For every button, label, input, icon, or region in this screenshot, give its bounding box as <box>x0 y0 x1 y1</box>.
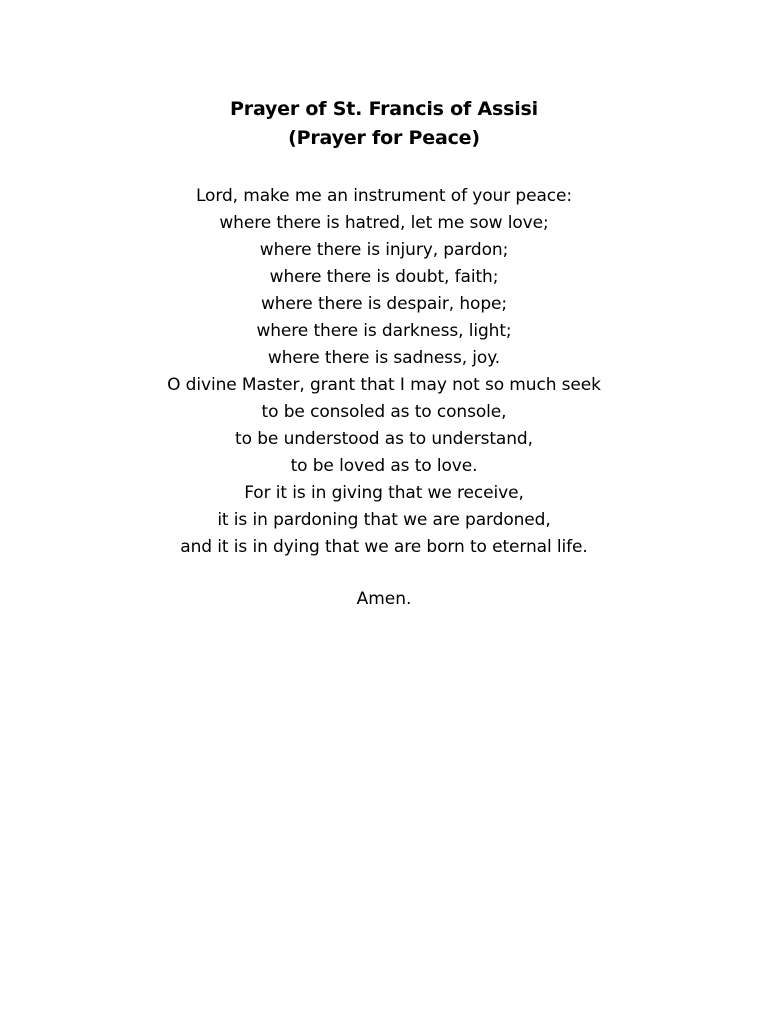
prayer-line: Lord, make me an instrument of your peace: <box>195 186 573 206</box>
prayer-body <box>0 183 768 561</box>
prayer-line: where there is injury, pardon; <box>259 240 509 260</box>
title-block <box>0 95 768 153</box>
prayer-line: O divine Master, grant that I may not so much seek <box>167 375 601 395</box>
prayer-subtitle: (Prayer for Peace) <box>288 127 480 149</box>
prayer-line: where there is despair, hope; <box>260 294 508 314</box>
prayer-line: where there is darkness, light; <box>256 321 512 341</box>
prayer-line: where there is hatred, let me sow love; <box>219 213 549 233</box>
prayer-line: to be loved as to love. <box>290 456 478 476</box>
prayer-line: to be understood as to understand, <box>235 429 533 449</box>
prayer-line: it is in pardoning that we are pardoned, <box>217 510 551 530</box>
prayer-line: where there is doubt, faith; <box>269 267 499 287</box>
prayer-line: to be consoled as to console, <box>261 402 507 422</box>
prayer-line: where there is sadness, joy. <box>267 348 501 368</box>
prayer-line: For it is in giving that we receive, <box>244 483 524 503</box>
prayer-line: and it is in dying that we are born to eternal life. <box>180 537 588 557</box>
prayer-title: Prayer of St. Francis of Assisi <box>230 98 538 120</box>
prayer-closing: Amen. <box>356 589 412 609</box>
